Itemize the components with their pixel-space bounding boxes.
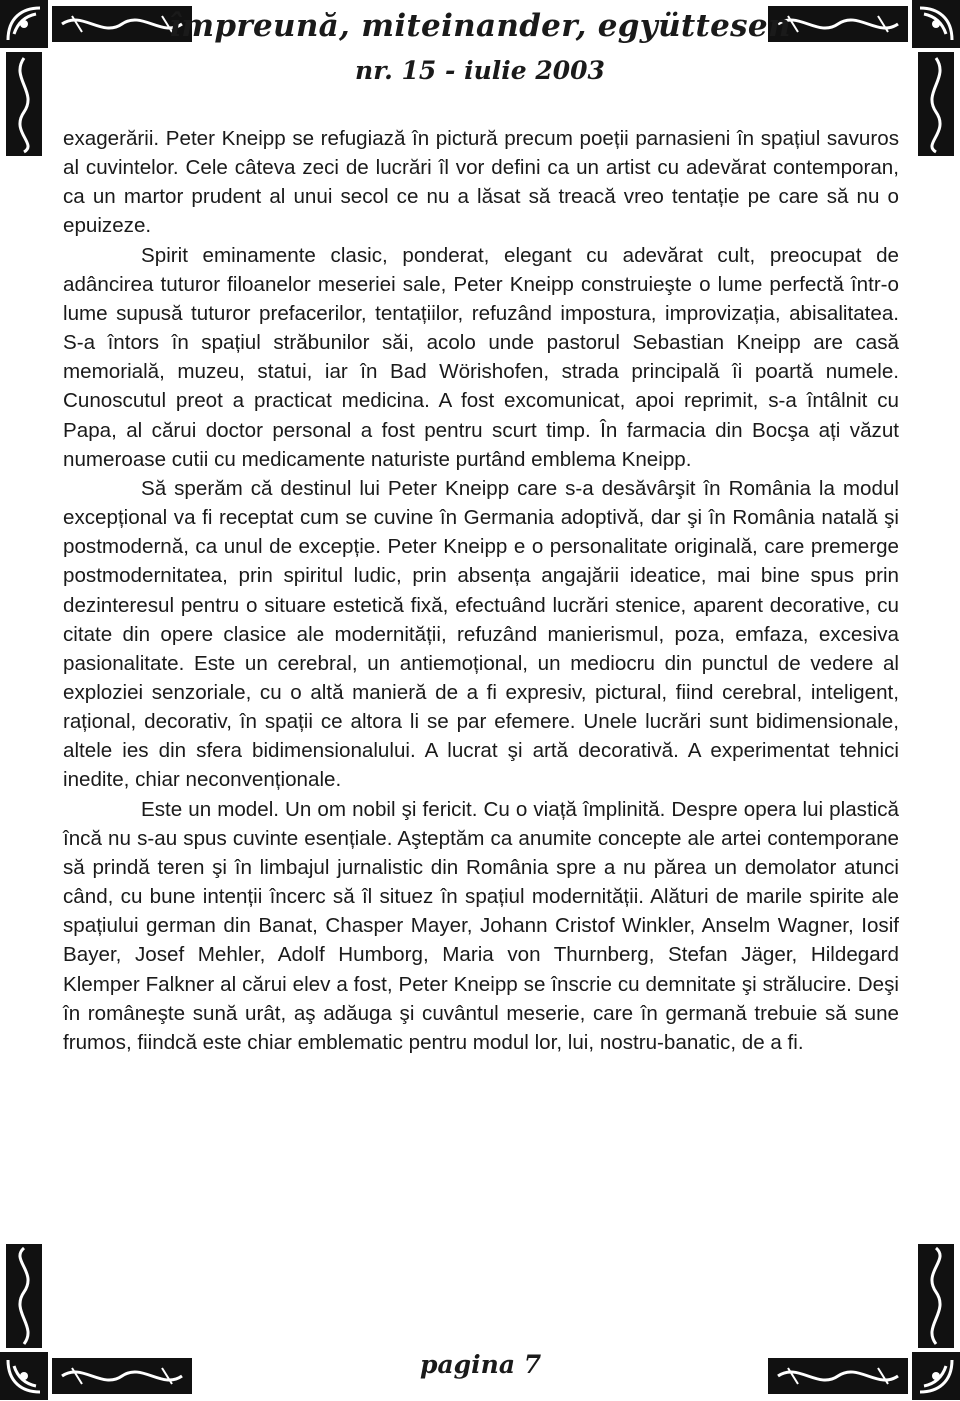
ornament-right-lower-border — [918, 1244, 954, 1348]
ornament-left-lower-border — [6, 1244, 42, 1348]
paragraph: Este un model. Un om nobil şi fericit. Cu o viață împlinită. Despre opera lui plastică încă nu s-au spus cuvinte esențiale. Aşteptăm ca anumite concepte ale artei contemporane să prindă teren şi în limbajul jurnalistic din România spre a nu părea un demolator atunci când, cu bune intenții încerc să îl situez în spațiul modernității. Alături de marile spirite ale spațiului german din Banat, Chasper Mayer, Johann Cristof Winkler, Anselm Wagner, Iosif Bayer, Josef Mehler, Adolf Humborg, Maria von Thurnberg, Stefan Jäger, Hildegard Klemper Falkner al cărui elev a fost, Peter Kneipp se înscrie cu demnitate şi strălucire. Deşi în româneşte sună urât, aş adăuga şi cuvântul meserie, care în germană trebuie să sune frumos, fiindcă este chiar emblematic pentru modul lor, lui, nostru-banatic, de a fi. — [63, 797, 899, 1054]
page-number: pagina 7 — [420, 1350, 542, 1379]
article-body — [63, 124, 899, 1057]
issue-number: nr. 15 - iulie 2003 — [355, 56, 605, 85]
ornament-bottom-right-corner — [912, 1352, 960, 1400]
ornament-bottom-left-corner — [0, 1352, 48, 1400]
paragraph: Spirit eminamente clasic, ponderat, elegant cu adevărat cult, preocupat de adâncirea tuturor filoanelor meseriei sale, Peter Kneipp construieşte o lume perfectă într-o lume supusă tuturor prefacerilor, tentațiilor, refuzând impostura, improvizația, abisalitatea. S-a întors în spațiul străbunilor săi, acolo unde pastorul Sebastian Kneipp are casă memorială, muzeu, statui, iar în Bad Wörishofen, strada principală îi poartă numele. Cunoscutul preot a practicat medicina. A fost excomunicat, apoi reprimit, s-a întâlnit cu Papa, al cărui doctor personal a fost pentru scurt timp. În farmacia din Bocşa ați văzut numeroase cutii cu medicamente naturiste purtând emblema Kneipp. — [63, 243, 899, 471]
publication-title: împreună, miteinander, együttesen — [169, 8, 791, 44]
ornament-bottom-right-band — [768, 1358, 908, 1394]
paragraph: Să sperăm că destinul lui Peter Kneipp care s-a desăvârşit în România la modul excepțional va fi receptat cum se cuvine în Germania adoptivă, dar şi în România natală şi postmodernă, ca unul de excepție. Peter Kneipp e o personalitate originală, care premerge postmodernitatea, prin spiritul ludic, prin absența angajării ideatice, mai bine spus prin dezinteresul pentru o situare estetică fixă, efectuând lucrări stenice, aparent decorative, cu citate din opere clasice ale modernității, refuzând manierismul, poza, emfaza, excesiva pasionalitate. Este un cerebral, un antiemoțional, un mediocru din punctul de vedere al exploziei senzoriale, cu o altă manieră de a fi expresiv, pictural, fiind cerebral, inteligent, rațional, decorativ, în spații ce altora li se par efemere. Unele lucrări sunt bidimensionale, altele ies din sfera bidimensionalului. A lucrat şi artă decorativă. A experimentat tehnici inedite, chiar neconvenționale. — [63, 476, 899, 792]
paragraph: exagerării. Peter Kneipp se refugiază în pictură precum poeții parnasieni în spațiul savuros al cuvintelor. Cele câteva zeci de lucrări îl vor defini ca un artist cu adevărat contemporan, ca un martor prudent al unui secol ce nu a lăsat să treacă vreo tentație pe care să nu o epuizeze. — [63, 127, 899, 238]
ornament-bottom-left-band — [52, 1358, 192, 1394]
